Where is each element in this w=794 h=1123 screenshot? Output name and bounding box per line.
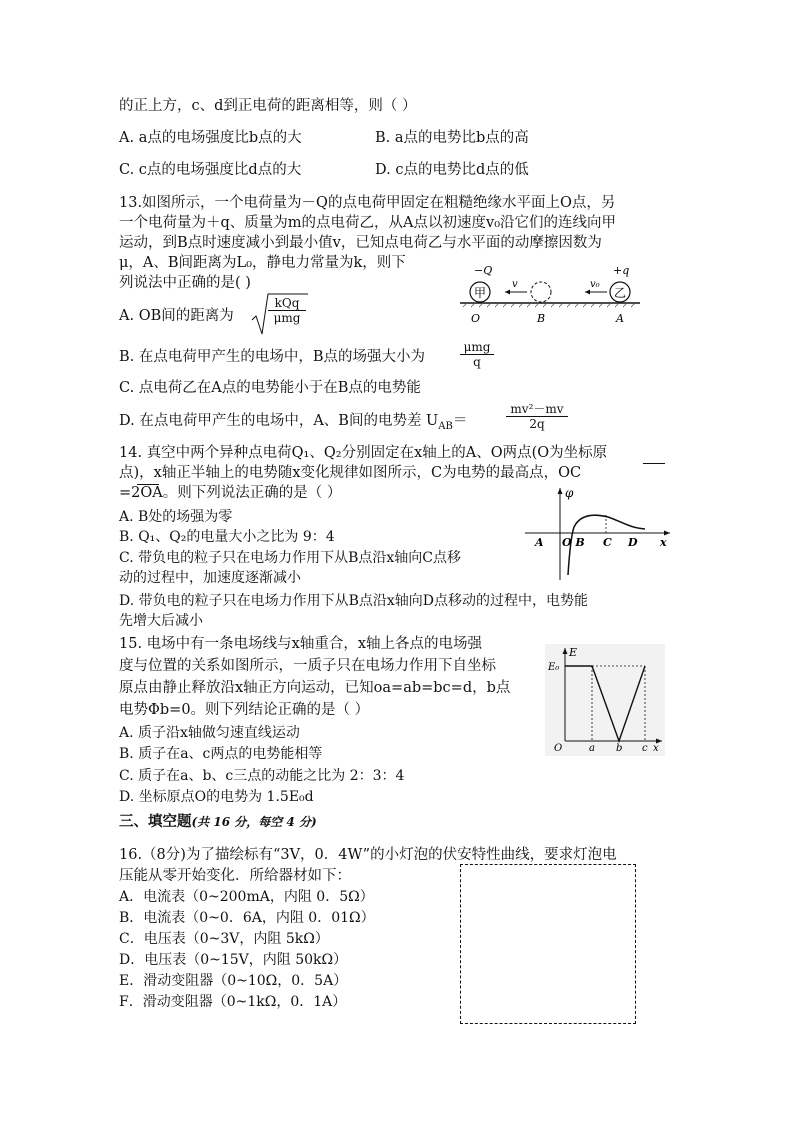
q15-line-3: 原点由静止释放沿x轴正方向运动，已知oa=ab=bc=d，b点 [119, 680, 511, 696]
q13-option-b: B. 在点电荷甲产生的电场中，B点的场强大小为 [119, 349, 426, 365]
q13-option-d-denominator: 2q [506, 416, 568, 431]
q15-option-d: D. 坐标原点O的电势为 1.5E₀d [119, 789, 314, 805]
q16-item-d: D．电压表（0~15V，内阻 50kΩ） [119, 952, 348, 968]
overline-oa [137, 484, 159, 485]
q14-option-b: B. Q₁、Q₂的电量大小之比为 9：4 [119, 529, 335, 545]
q13-option-b-denominator: q [460, 354, 494, 369]
q13-option-d-subscript: AB [438, 420, 453, 432]
q13-fig-o: O [471, 312, 481, 325]
q15-option-a: A. 质子沿x轴做匀速直线运动 [119, 725, 300, 741]
q13-option-c: C. 点电荷乙在A点的电势能小于在B点的电势能 [119, 380, 421, 396]
q13-option-a-numerator: kQq [274, 296, 300, 310]
velocity-v0-arrowhead [585, 290, 590, 295]
q14-fig-d: D [628, 536, 638, 549]
q12-option-d: D. c点的电势比d点的低 [375, 162, 529, 178]
q12-option-c: C. c点的电场强度比d点的大 [119, 162, 302, 178]
q13-option-d-text: D. 在点电荷甲产生的电场中，A、B间的电势差 U [119, 413, 439, 429]
q13-option-b-fraction [460, 340, 494, 369]
q14-fig-c: C [603, 536, 612, 549]
q14-option-a: A. B处的场强为零 [119, 509, 233, 525]
q13-option-b-numerator: μmg [463, 340, 491, 354]
q14-fig-ob: O B [562, 536, 585, 549]
q15-fig-e0: E₀ [548, 662, 560, 673]
q13-fig-a: A [616, 312, 624, 325]
q15-fig-a: a [589, 743, 595, 754]
q15-figure-background [545, 644, 665, 756]
q13-line-5: 列说法中正确的是( ) [119, 275, 251, 291]
q12-option-b: B. a点的电势比b点的高 [375, 130, 529, 146]
q15-line-4: 电势Φb=0。则下列结论正确的是（ ） [119, 702, 370, 718]
q16-item-a: A．电流表（0~200mA，内阻 0．5Ω） [119, 889, 374, 905]
q13-option-d-numerator: mv²－mv [510, 402, 564, 416]
q13-option-d-fraction [506, 402, 568, 431]
q13-option-a-denominator: μmg [268, 310, 306, 325]
q14-option-c-line-1: C. 带负电的粒子只在电场力作用下从B点沿x轴向C点移 [119, 550, 462, 566]
q14-line-2: 点)，x轴正半轴上的电势随x变化规律如图所示，C为电势的最高点，OC [119, 465, 582, 481]
q15-line-1: 15. 电场中有一条电场线与x轴重合，x轴上各点的电场强 [119, 636, 483, 652]
circuit-drawing-box [460, 864, 636, 1024]
section-3-note: (共 16 分，每空 4 分) [191, 815, 317, 829]
q13-line-4: μ，A、B间距离为L₀，静电力常量为k，则下 [119, 255, 406, 271]
q13-option-a: A. OB间的距离为 [119, 308, 234, 324]
q14-fig-phi: φ [565, 486, 574, 500]
q15-fig-o: O [554, 743, 563, 754]
q14-option-c-line-2: 动的过程中，加速度逐渐减小 [119, 570, 301, 586]
q16-line-1: 16.（8分)为了描绘标有“3V，0．4W”的小灯泡的伏安特性曲线，要求灯泡电 [119, 847, 617, 863]
q13-fig-yi: 乙 [614, 286, 627, 300]
q14-option-d-line-2: 先增大后减小 [119, 613, 203, 629]
x-axis-arrowhead [664, 531, 670, 536]
q14-fig-a: A [535, 536, 544, 549]
q13-fig-v0: v₀ [590, 279, 600, 290]
q15-fig-c: c [642, 743, 648, 754]
velocity-v-arrowhead [505, 290, 510, 295]
q15-line-2: 度与位置的关系如图所示，一质子只在电场力作用下自坐标 [119, 658, 496, 674]
q13-line-3: 运动，到B点时速度减小到最小值v，已知点电荷乙与水平面的动摩擦因数为 [119, 235, 602, 251]
q16-item-e: E．滑动变阻器（0~10Ω，0．5A） [119, 973, 348, 989]
q13-figure [455, 262, 650, 330]
q16-line-2: 压能从零开始变化．所给器材如下： [119, 868, 351, 884]
q13-line-2: 一个电荷量为＋q、质量为m的点电荷乙，从A点以初速度v₀沿它们的连线向甲 [119, 215, 617, 231]
q15-fig-e: E [569, 646, 578, 659]
q14-figure [520, 483, 675, 581]
overline-oc [643, 463, 665, 464]
q13-fig-minus-q: −Q [474, 264, 493, 277]
q16-item-b: B．电流表（0~0．6A，内阻 0．01Ω） [119, 910, 375, 926]
q13-fig-b: B [537, 312, 546, 325]
q16-item-f: F．滑动变阻器（0~1kΩ，0．1A） [119, 994, 347, 1010]
section-3-heading [119, 812, 317, 832]
q13-fig-v: v [512, 279, 518, 290]
q14-line-3: =2OA。则下列说法正确的是（ ） [119, 485, 342, 501]
q13-option-d-equals: ＝ [452, 413, 468, 429]
charge-at-b-dashed-circle [531, 282, 551, 302]
q14-option-d-line-1: D. 带负电的粒子只在电场力作用下从B点沿x轴向D点移动的过程中，电势能 [119, 593, 589, 609]
q13-fig-jia: 甲 [474, 286, 487, 300]
q14-fig-x: x [660, 536, 667, 549]
q15-fig-b: b [616, 743, 623, 754]
q15-figure [545, 644, 665, 756]
phi-axis-arrowhead [558, 488, 563, 494]
q13-line-1: 13.如图所示，一个电荷量为－Q的点电荷甲固定在粗糙绝缘水平面上O点，另 [119, 195, 616, 211]
q15-option-c: C. 质子在a、b、c三点的动能之比为 2：3：4 [119, 768, 405, 784]
q12-option-a: A. a点的电场强度比b点的大 [119, 130, 302, 146]
q15-fig-x: x [653, 743, 659, 754]
q15-option-b: B. 质子在a、c两点的电势能相等 [119, 746, 323, 762]
q13-fig-plus-q: +q [613, 264, 630, 277]
q14-line-1: 14. 真空中两个异种点电荷Q₁、Q₂分别固定在x轴上的A、O两点(O为坐标原 [119, 445, 608, 461]
q12-intro: 的正上方，c、d到正电荷的距离相等，则（ ） [119, 98, 417, 114]
section-3-title: 三、填空题 [119, 813, 192, 830]
q16-item-c: C．电压表（0~3V，内阻 5kΩ） [119, 931, 329, 947]
q13-option-a-fraction [268, 296, 306, 325]
q13-option-d [119, 411, 467, 437]
